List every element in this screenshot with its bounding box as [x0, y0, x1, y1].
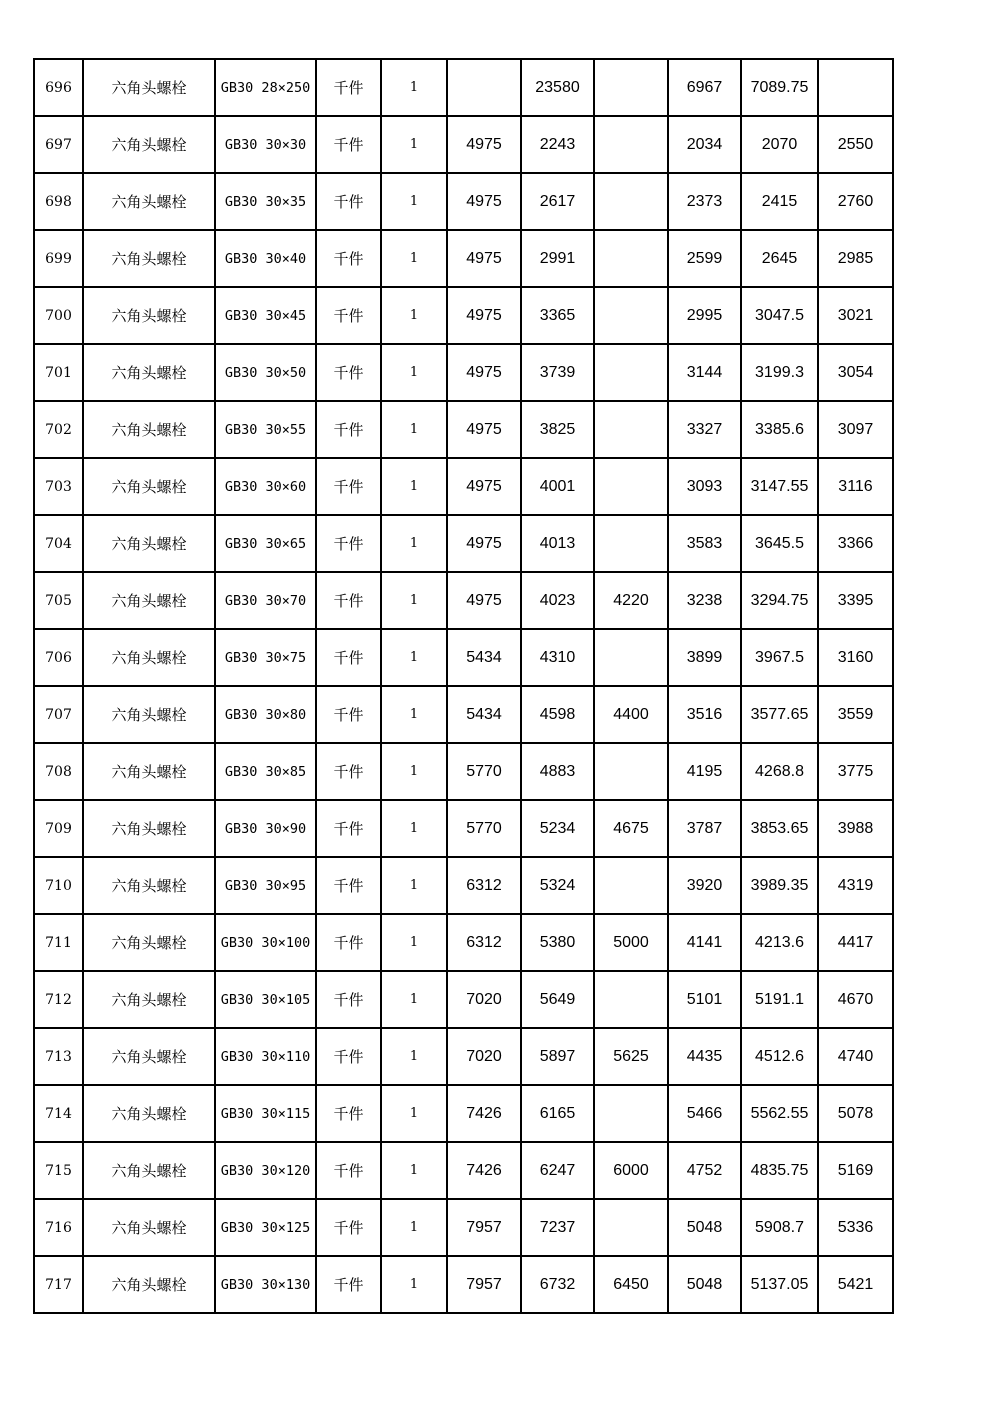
price-col-1-cell: 4975 [447, 515, 521, 572]
price-col-3-cell [594, 971, 668, 1028]
spec-cell: GB30 30×70 [215, 572, 316, 629]
spec-cell: GB30 30×60 [215, 458, 316, 515]
price-col-4-cell: 3583 [668, 515, 741, 572]
quantity-cell: 1 [381, 1085, 447, 1142]
spec-cell: GB30 30×105 [215, 971, 316, 1028]
row-number-cell: 700 [34, 287, 83, 344]
price-col-4-cell: 2995 [668, 287, 741, 344]
unit-cell: 千件 [316, 971, 381, 1028]
product-name-cell: 六角头螺栓 [83, 458, 215, 515]
price-col-3-cell [594, 401, 668, 458]
price-col-1-cell: 4975 [447, 116, 521, 173]
unit-cell: 千件 [316, 800, 381, 857]
quantity-cell: 1 [381, 173, 447, 230]
price-col-1-cell: 4975 [447, 572, 521, 629]
quantity-cell: 1 [381, 1256, 447, 1313]
spec-cell: GB30 30×95 [215, 857, 316, 914]
quantity-cell: 1 [381, 857, 447, 914]
price-col-6-cell: 5078 [818, 1085, 893, 1142]
row-number-cell: 716 [34, 1199, 83, 1256]
table-row [34, 401, 893, 458]
price-col-3-cell [594, 344, 668, 401]
row-number-cell: 698 [34, 173, 83, 230]
price-col-5-cell: 3577.65 [741, 686, 818, 743]
quantity-cell: 1 [381, 458, 447, 515]
product-name-cell: 六角头螺栓 [83, 800, 215, 857]
price-col-3-cell [594, 458, 668, 515]
spec-cell: GB30 30×35 [215, 173, 316, 230]
price-col-2-cell: 4598 [521, 686, 594, 743]
table-row [34, 743, 893, 800]
unit-cell: 千件 [316, 173, 381, 230]
price-col-1-cell: 5770 [447, 743, 521, 800]
price-col-5-cell: 3047.5 [741, 287, 818, 344]
price-col-1-cell: 7957 [447, 1256, 521, 1313]
price-col-5-cell: 3147.55 [741, 458, 818, 515]
price-col-1-cell: 4975 [447, 173, 521, 230]
price-col-1-cell: 7020 [447, 971, 521, 1028]
quantity-cell: 1 [381, 914, 447, 971]
price-col-3-cell [594, 743, 668, 800]
spec-cell: GB30 30×30 [215, 116, 316, 173]
spec-cell: GB30 30×50 [215, 344, 316, 401]
price-col-1-cell: 7957 [447, 1199, 521, 1256]
product-name-cell: 六角头螺栓 [83, 857, 215, 914]
table-row [34, 116, 893, 173]
product-name-cell: 六角头螺栓 [83, 1085, 215, 1142]
product-name-cell: 六角头螺栓 [83, 515, 215, 572]
table-row [34, 1085, 893, 1142]
table-row [34, 59, 893, 116]
price-col-2-cell: 3825 [521, 401, 594, 458]
price-col-2-cell: 5324 [521, 857, 594, 914]
table-row [34, 458, 893, 515]
quantity-cell: 1 [381, 1142, 447, 1199]
table-row [34, 515, 893, 572]
price-col-4-cell: 5048 [668, 1256, 741, 1313]
price-col-1-cell: 4975 [447, 287, 521, 344]
table-row [34, 686, 893, 743]
price-col-5-cell: 4512.6 [741, 1028, 818, 1085]
price-col-5-cell: 3989.35 [741, 857, 818, 914]
product-name-cell: 六角头螺栓 [83, 230, 215, 287]
price-col-5-cell: 3294.75 [741, 572, 818, 629]
price-col-4-cell: 4141 [668, 914, 741, 971]
price-col-2-cell: 5234 [521, 800, 594, 857]
price-col-1-cell: 7426 [447, 1085, 521, 1142]
price-col-1-cell: 7426 [447, 1142, 521, 1199]
quantity-cell: 1 [381, 515, 447, 572]
price-col-4-cell: 5101 [668, 971, 741, 1028]
spec-cell: GB30 30×65 [215, 515, 316, 572]
price-col-3-cell: 6000 [594, 1142, 668, 1199]
price-col-5-cell: 5908.7 [741, 1199, 818, 1256]
price-col-3-cell [594, 629, 668, 686]
price-col-5-cell: 2645 [741, 230, 818, 287]
price-col-3-cell [594, 1085, 668, 1142]
product-name-cell: 六角头螺栓 [83, 1142, 215, 1199]
unit-cell: 千件 [316, 344, 381, 401]
quantity-cell: 1 [381, 1028, 447, 1085]
unit-cell: 千件 [316, 857, 381, 914]
row-number-cell: 710 [34, 857, 83, 914]
price-col-6-cell: 3097 [818, 401, 893, 458]
price-col-6-cell: 2985 [818, 230, 893, 287]
price-col-3-cell: 4220 [594, 572, 668, 629]
quantity-cell: 1 [381, 59, 447, 116]
price-col-4-cell: 4435 [668, 1028, 741, 1085]
price-col-2-cell: 4310 [521, 629, 594, 686]
quantity-cell: 1 [381, 800, 447, 857]
spec-cell: GB30 30×45 [215, 287, 316, 344]
price-col-3-cell [594, 1199, 668, 1256]
spec-cell: GB30 30×55 [215, 401, 316, 458]
price-col-3-cell [594, 857, 668, 914]
price-col-6-cell: 2760 [818, 173, 893, 230]
quantity-cell: 1 [381, 1199, 447, 1256]
unit-cell: 千件 [316, 1199, 381, 1256]
row-number-cell: 697 [34, 116, 83, 173]
price-col-3-cell [594, 515, 668, 572]
product-name-cell: 六角头螺栓 [83, 59, 215, 116]
table-row [34, 914, 893, 971]
table-row [34, 1256, 893, 1313]
quantity-cell: 1 [381, 401, 447, 458]
price-col-6-cell: 2550 [818, 116, 893, 173]
quantity-cell: 1 [381, 686, 447, 743]
price-col-4-cell: 4752 [668, 1142, 741, 1199]
unit-cell: 千件 [316, 743, 381, 800]
row-number-cell: 714 [34, 1085, 83, 1142]
quantity-cell: 1 [381, 629, 447, 686]
price-col-5-cell: 4268.8 [741, 743, 818, 800]
price-col-1-cell: 5434 [447, 686, 521, 743]
spec-cell: GB30 30×115 [215, 1085, 316, 1142]
price-col-1-cell: 4975 [447, 458, 521, 515]
price-col-1-cell: 6312 [447, 914, 521, 971]
price-col-4-cell: 3899 [668, 629, 741, 686]
price-col-1-cell: 5434 [447, 629, 521, 686]
price-col-6-cell: 4740 [818, 1028, 893, 1085]
unit-cell: 千件 [316, 59, 381, 116]
spec-cell: GB30 28×250 [215, 59, 316, 116]
table-row [34, 1199, 893, 1256]
row-number-cell: 703 [34, 458, 83, 515]
quantity-cell: 1 [381, 344, 447, 401]
price-col-5-cell: 3967.5 [741, 629, 818, 686]
price-col-2-cell: 3739 [521, 344, 594, 401]
table-row [34, 1028, 893, 1085]
table-row [34, 344, 893, 401]
price-col-5-cell: 2415 [741, 173, 818, 230]
row-number-cell: 715 [34, 1142, 83, 1199]
price-col-4-cell: 2373 [668, 173, 741, 230]
price-col-4-cell: 5466 [668, 1085, 741, 1142]
unit-cell: 千件 [316, 401, 381, 458]
price-col-2-cell: 23580 [521, 59, 594, 116]
price-col-3-cell: 5625 [594, 1028, 668, 1085]
product-name-cell: 六角头螺栓 [83, 572, 215, 629]
row-number-cell: 699 [34, 230, 83, 287]
table-row [34, 800, 893, 857]
price-col-5-cell: 3645.5 [741, 515, 818, 572]
table-row [34, 173, 893, 230]
spec-cell: GB30 30×130 [215, 1256, 316, 1313]
unit-cell: 千件 [316, 686, 381, 743]
price-col-6-cell: 3775 [818, 743, 893, 800]
price-col-4-cell: 3920 [668, 857, 741, 914]
price-col-5-cell: 3853.65 [741, 800, 818, 857]
unit-cell: 千件 [316, 629, 381, 686]
price-col-5-cell: 5137.05 [741, 1256, 818, 1313]
row-number-cell: 704 [34, 515, 83, 572]
price-col-3-cell: 4400 [594, 686, 668, 743]
product-name-cell: 六角头螺栓 [83, 1028, 215, 1085]
price-col-3-cell [594, 173, 668, 230]
price-col-6-cell: 5169 [818, 1142, 893, 1199]
price-col-2-cell: 5649 [521, 971, 594, 1028]
price-col-6-cell: 3559 [818, 686, 893, 743]
product-name-cell: 六角头螺栓 [83, 971, 215, 1028]
table-row [34, 629, 893, 686]
price-col-2-cell: 4001 [521, 458, 594, 515]
table-row [34, 857, 893, 914]
price-col-1-cell: 5770 [447, 800, 521, 857]
price-col-5-cell: 5562.55 [741, 1085, 818, 1142]
price-col-4-cell: 3093 [668, 458, 741, 515]
spec-cell: GB30 30×100 [215, 914, 316, 971]
unit-cell: 千件 [316, 1085, 381, 1142]
price-col-2-cell: 4883 [521, 743, 594, 800]
price-col-4-cell: 3238 [668, 572, 741, 629]
price-col-6-cell: 3054 [818, 344, 893, 401]
price-col-2-cell: 6732 [521, 1256, 594, 1313]
product-name-cell: 六角头螺栓 [83, 287, 215, 344]
row-number-cell: 706 [34, 629, 83, 686]
unit-cell: 千件 [316, 116, 381, 173]
price-col-4-cell: 4195 [668, 743, 741, 800]
product-name-cell: 六角头螺栓 [83, 914, 215, 971]
price-col-5-cell: 2070 [741, 116, 818, 173]
price-col-2-cell: 6165 [521, 1085, 594, 1142]
price-col-3-cell: 4675 [594, 800, 668, 857]
spec-cell: GB30 30×125 [215, 1199, 316, 1256]
product-name-cell: 六角头螺栓 [83, 173, 215, 230]
unit-cell: 千件 [316, 914, 381, 971]
price-col-6-cell: 5336 [818, 1199, 893, 1256]
table-row [34, 287, 893, 344]
product-name-cell: 六角头螺栓 [83, 344, 215, 401]
price-col-6-cell: 3366 [818, 515, 893, 572]
quantity-cell: 1 [381, 572, 447, 629]
price-col-6-cell: 4417 [818, 914, 893, 971]
price-col-5-cell: 4835.75 [741, 1142, 818, 1199]
table-row [34, 230, 893, 287]
unit-cell: 千件 [316, 230, 381, 287]
price-col-3-cell [594, 230, 668, 287]
quantity-cell: 1 [381, 116, 447, 173]
price-col-4-cell: 2034 [668, 116, 741, 173]
price-col-2-cell: 2243 [521, 116, 594, 173]
quantity-cell: 1 [381, 230, 447, 287]
spec-cell: GB30 30×75 [215, 629, 316, 686]
product-name-cell: 六角头螺栓 [83, 686, 215, 743]
quantity-cell: 1 [381, 743, 447, 800]
product-name-cell: 六角头螺栓 [83, 1199, 215, 1256]
price-col-4-cell: 3516 [668, 686, 741, 743]
price-col-1-cell [447, 59, 521, 116]
row-number-cell: 711 [34, 914, 83, 971]
table-row [34, 971, 893, 1028]
row-number-cell: 701 [34, 344, 83, 401]
unit-cell: 千件 [316, 515, 381, 572]
price-col-3-cell [594, 116, 668, 173]
row-number-cell: 712 [34, 971, 83, 1028]
price-col-4-cell: 3144 [668, 344, 741, 401]
price-col-1-cell: 6312 [447, 857, 521, 914]
row-number-cell: 709 [34, 800, 83, 857]
price-col-2-cell: 7237 [521, 1199, 594, 1256]
row-number-cell: 717 [34, 1256, 83, 1313]
price-col-2-cell: 6247 [521, 1142, 594, 1199]
table-row [34, 1142, 893, 1199]
row-number-cell: 708 [34, 743, 83, 800]
price-col-2-cell: 5380 [521, 914, 594, 971]
price-col-6-cell: 3116 [818, 458, 893, 515]
price-col-3-cell: 6450 [594, 1256, 668, 1313]
price-col-4-cell: 5048 [668, 1199, 741, 1256]
table-row [34, 572, 893, 629]
price-col-6-cell: 4670 [818, 971, 893, 1028]
unit-cell: 千件 [316, 1028, 381, 1085]
unit-cell: 千件 [316, 287, 381, 344]
price-col-2-cell: 4023 [521, 572, 594, 629]
price-col-6-cell: 3021 [818, 287, 893, 344]
quantity-cell: 1 [381, 971, 447, 1028]
price-col-6-cell: 3395 [818, 572, 893, 629]
unit-cell: 千件 [316, 1142, 381, 1199]
spec-cell: GB30 30×120 [215, 1142, 316, 1199]
price-col-6-cell: 3160 [818, 629, 893, 686]
price-col-6-cell [818, 59, 893, 116]
spec-cell: GB30 30×90 [215, 800, 316, 857]
price-col-3-cell [594, 287, 668, 344]
unit-cell: 千件 [316, 1256, 381, 1313]
price-col-2-cell: 5897 [521, 1028, 594, 1085]
price-col-1-cell: 7020 [447, 1028, 521, 1085]
row-number-cell: 705 [34, 572, 83, 629]
price-col-3-cell: 5000 [594, 914, 668, 971]
row-number-cell: 702 [34, 401, 83, 458]
product-name-cell: 六角头螺栓 [83, 1256, 215, 1313]
price-col-2-cell: 2617 [521, 173, 594, 230]
spec-cell: GB30 30×80 [215, 686, 316, 743]
price-col-6-cell: 3988 [818, 800, 893, 857]
price-col-3-cell [594, 59, 668, 116]
product-name-cell: 六角头螺栓 [83, 116, 215, 173]
price-col-4-cell: 2599 [668, 230, 741, 287]
quantity-cell: 1 [381, 287, 447, 344]
row-number-cell: 696 [34, 59, 83, 116]
price-col-6-cell: 5421 [818, 1256, 893, 1313]
product-name-cell: 六角头螺栓 [83, 743, 215, 800]
price-col-2-cell: 3365 [521, 287, 594, 344]
row-number-cell: 713 [34, 1028, 83, 1085]
price-col-1-cell: 4975 [447, 401, 521, 458]
price-col-5-cell: 3199.3 [741, 344, 818, 401]
price-col-1-cell: 4975 [447, 344, 521, 401]
price-col-1-cell: 4975 [447, 230, 521, 287]
spec-cell: GB30 30×110 [215, 1028, 316, 1085]
price-col-5-cell: 4213.6 [741, 914, 818, 971]
product-name-cell: 六角头螺栓 [83, 629, 215, 686]
price-col-5-cell: 7089.75 [741, 59, 818, 116]
unit-cell: 千件 [316, 572, 381, 629]
price-col-4-cell: 3327 [668, 401, 741, 458]
price-table [33, 58, 894, 1314]
price-col-5-cell: 3385.6 [741, 401, 818, 458]
spec-cell: GB30 30×40 [215, 230, 316, 287]
price-col-5-cell: 5191.1 [741, 971, 818, 1028]
price-col-4-cell: 6967 [668, 59, 741, 116]
unit-cell: 千件 [316, 458, 381, 515]
row-number-cell: 707 [34, 686, 83, 743]
price-col-2-cell: 2991 [521, 230, 594, 287]
price-col-2-cell: 4013 [521, 515, 594, 572]
price-col-4-cell: 3787 [668, 800, 741, 857]
price-col-6-cell: 4319 [818, 857, 893, 914]
product-name-cell: 六角头螺栓 [83, 401, 215, 458]
spec-cell: GB30 30×85 [215, 743, 316, 800]
table-body [34, 59, 893, 1313]
